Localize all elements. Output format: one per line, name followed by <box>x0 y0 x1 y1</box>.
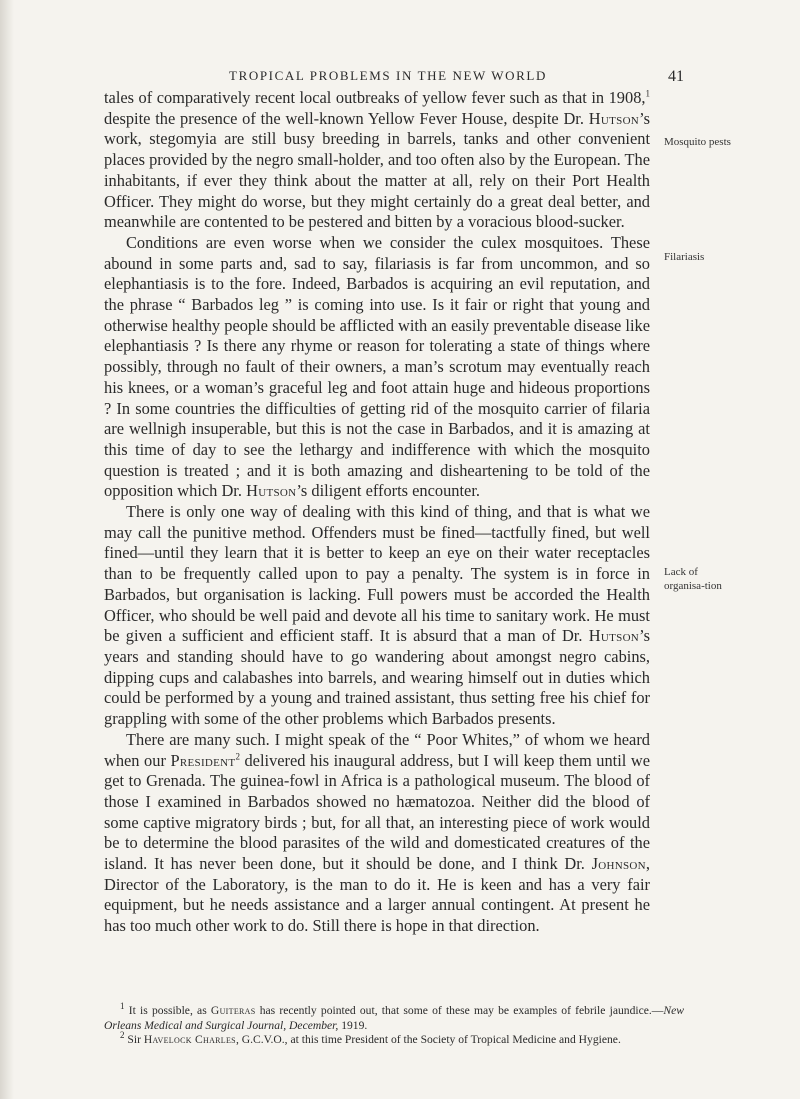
footnote-ref-2: 2 <box>235 751 240 762</box>
person-name: Guiteras <box>210 1004 256 1017</box>
running-header: TROPICAL PROBLEMS IN THE NEW WORLD <box>229 68 547 83</box>
page-gutter-shadow <box>0 0 14 1099</box>
paragraph-poor-whites: There are many such. I might speak of the “ Poor Whites,” of whom we heard when our President$^2$ delivered his inaugural address, but I will keep them until we get to Grenada. The guinea-fowl in Africa is a pathological museum. The blood of those I examined in Barbados showed no hæmatozoa. Neither did the blood of some captive migratory birds ; but, for all that, an interesting piece of work would be to determine the blood parasites of the wild and domesticated creatures of the island. It has never been done, but it should be done, and I think Dr. Johnson, Director of the Laboratory, is the man to do it. He is keen and has a very fair equipment, but he needs assistance and a larger annual contingent. At present he has too much other work to do. Still there is hope in that direction. <box>104 729 651 936</box>
footnote-2: $^2$ Sir Havelock Charles, G.C.V.O., at this time President of the Society of Tropical Medicine and Hygiene. <box>120 1030 621 1046</box>
footnote-1: $^1$ It is possible, as Guiteras has recently pointed out, that some of these may be examples of febrile jaundice.—New Orleans Medical and Surgical Journal, December, 1919. <box>104 1001 684 1032</box>
person-name: President <box>170 750 236 770</box>
person-name: Hutson <box>588 626 640 646</box>
journal-title: New Orleans Medical and Surgical Journal, December, <box>104 1004 684 1032</box>
margin-note-lack-of-organisation: Lack of organisa-tion <box>664 566 722 592</box>
body-text <box>104 88 650 937</box>
person-name: Hutson <box>588 108 640 128</box>
footnote-ref-1: 1 <box>645 88 650 99</box>
paragraph-yellow-fever: tales of comparatively recent local outbreaks of yellow fever such as that in 1908,$^1$ despite the presence of the well-known Yellow Fever House, despite Dr. Hutson’s work, stegomyia are still busy breeding in barrels, tanks and other convenient places provided by the negro small-holder, and too often also by the European. The inhabitants, if ever they think about the matter at all, rely on their Port Health Officer. They might do worse, but they might certainly do a great deal better, and meanwhile are contented to be pestered and bitten by a voracious blood-sucker. <box>104 88 650 232</box>
person-name: Hutson <box>246 481 297 501</box>
person-name: Johnson <box>591 854 646 874</box>
page-number: 41 <box>668 68 684 85</box>
paragraph-punitive-method: There is only one way of dealing with this kind of thing, and that is what we may call the punitive method. Offenders must be fined—tactfully fined, but well fined—until they learn that it is better to keep an eye on their water receptacles than to be frequently called upon to pay a penalty. The system is in force in Barbados, but organisation is lacking. Full powers must be accorded the Health Officer, who should be well paid and devote all his time to sanitary work. He must be given a sufficient and efficient staff. It is absurd that a man of Dr. Hutson’s years and standing should have to go wandering about amongst negro cabins, dipping cups and calabashes into barrels, and wearing himself out in duties which could be performed by a young and trained assistant, thus setting free his chief for grappling with some of the other problems which Barbados presents. <box>104 502 650 729</box>
footnotes <box>104 1001 684 1048</box>
margin-note-filariasis: Filariasis <box>664 251 705 263</box>
margin-note-mosquito-pests: Mosquito pests <box>664 136 731 148</box>
person-name: Havelock Charles <box>143 1033 236 1046</box>
paragraph-culex-mosquitoes: Conditions are even worse when we consider the culex mosquitoes. These abound in some parts and, sad to say, filariasis is far from uncommon, and so elephantiasis is to the fore. Indeed, Barbados is acquiring an evil reputation, and the phrase “ Barbados leg ” is coming into use. Is it fair or right that young and otherwise healthy people should be afflicted with an easily preventable disease like elephantiasis ? Is there any rhyme or reason for tolerating a state of things where possibly, through no fault of their owners, a man’s scrotum may eventually reach his knees, or a woman’s graceful leg and foot attain huge and hideous proportions ? In some countries the difficulties of getting rid of the mosquito carrier of filaria are wellnigh insuperable, but this is not the case in Barbados, and it is amazing at this time of day to see the lethargy and indifference with which the mosquito question is treated ; and it is both amazing and disheartening to be told of the opposition which Dr. Hutson’s diligent efforts encounter. <box>104 232 650 501</box>
